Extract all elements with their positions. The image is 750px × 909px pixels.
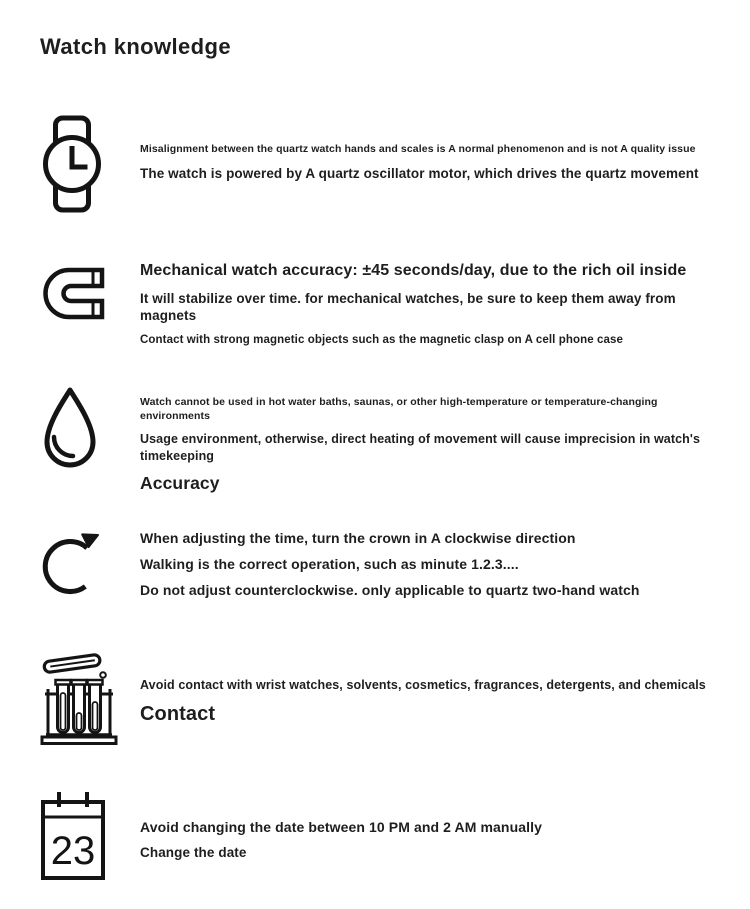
section-temperature — [0, 385, 750, 503]
section-date-change — [0, 788, 750, 873]
section-line: The watch is powered by A quartz oscillator motor, which drives the quartz movement — [140, 165, 699, 181]
section-time-adjustment — [0, 520, 750, 608]
page-title: Watch knowledge — [40, 34, 231, 59]
chemicals-icon — [40, 647, 118, 747]
section-line: Watch cannot be used in hot water baths, saunas, or other high-temperature or temperature-changing environments — [140, 396, 658, 422]
section-line: Misalignment between the quartz watch hands and scales is A normal phenomenon and is not A quality issue — [140, 143, 696, 155]
section-line: Change the date — [140, 845, 247, 861]
section-quartz-movement — [0, 115, 750, 190]
section-line: Do not adjust counterclockwise. only applicable to quartz two-hand watch — [140, 582, 640, 599]
water-drop-icon — [40, 385, 100, 477]
section-line: Contact with strong magnetic objects such as the magnetic clasp on A cell phone case — [140, 333, 623, 346]
clockwise-arrow-icon — [40, 524, 104, 602]
section-magnetism — [0, 258, 750, 356]
section-line: Walking is the correct operation, such as minute 1.2.3.... — [140, 556, 519, 573]
section-line: It will stabilize over time. for mechanical watches, be sure to keep them away from magnets — [140, 290, 676, 324]
section-chemicals — [0, 645, 750, 735]
section-line: When adjusting the time, turn the crown in A clockwise direction — [140, 530, 576, 546]
section-line: Avoid changing the date between 10 PM and 2 AM manually — [140, 819, 542, 835]
magnet-icon — [40, 267, 106, 321]
calendar-icon — [40, 790, 106, 882]
section-line: Usage environment, otherwise, direct heating of movement will cause imprecision in watch's timekeeping — [140, 432, 701, 463]
section-line: Mechanical watch accuracy: ±45 seconds/day, due to the rich oil inside — [140, 262, 687, 279]
section-line: Accuracy — [140, 472, 220, 493]
section-line: Contact — [140, 703, 216, 726]
calendar-day-number: 23 — [50, 829, 96, 873]
section-line: Avoid contact with wrist watches, solvents, cosmetics, fragrances, detergents, and chemicals — [140, 678, 706, 692]
watch-icon — [40, 115, 104, 213]
